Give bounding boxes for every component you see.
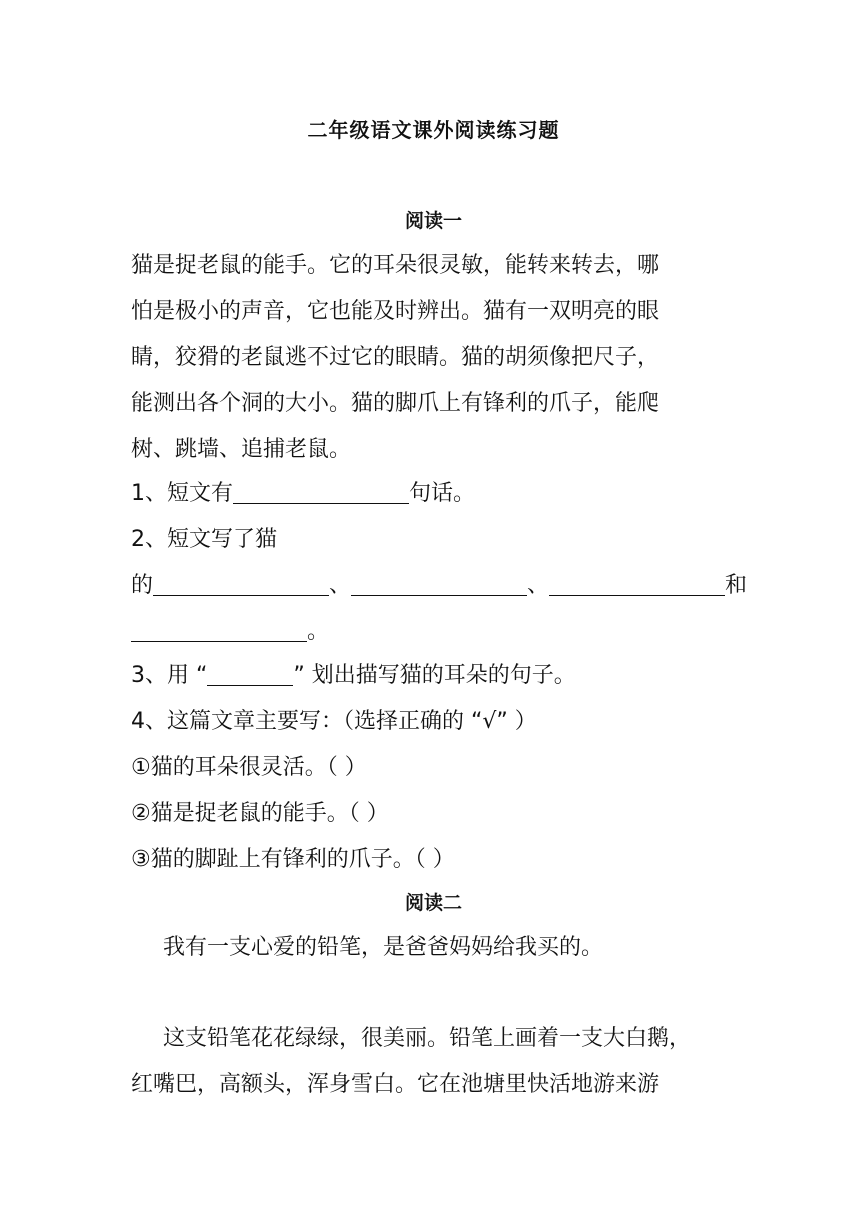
- answer-blank[interactable]: [153, 573, 329, 596]
- question-two-and: 和: [725, 573, 748, 598]
- question-two-blanks: [131, 571, 748, 601]
- passage-line: 树、跳墙、追捕老鼠。: [131, 437, 352, 462]
- question-one-prefix: 1、短文有: [131, 481, 233, 506]
- passage-line: 睛，狡猾的老鼠逃不过它的眼睛。猫的胡须像把尺子，: [131, 345, 660, 370]
- underline-sample: [207, 663, 293, 686]
- answer-blank[interactable]: [131, 619, 307, 642]
- question-three-prefix: 3、用 “: [131, 663, 208, 688]
- question-two-de: 的: [131, 573, 154, 598]
- separator: 、: [527, 573, 550, 598]
- option-one[interactable]: ①猫的耳朵很灵活。（ ）: [131, 755, 367, 780]
- answer-blank[interactable]: [233, 481, 409, 504]
- question-three: [131, 661, 741, 691]
- option-two[interactable]: ②猫是捉老鼠的能手。（ ）: [131, 801, 389, 826]
- answer-blank[interactable]: [351, 573, 527, 596]
- reading-two-paragraph-two-line-one: 这支铅笔花花绿绿，很美丽。铅笔上画着一支大白鹅，: [163, 1026, 692, 1051]
- answer-blank[interactable]: [549, 573, 725, 596]
- passage-line: 能测出各个洞的大小。猫的脚爪上有锋利的爪子，能爬: [131, 391, 660, 416]
- question-two-last-blank: [131, 617, 741, 647]
- question-four: 4、这篇文章主要写：（选择正确的 “√” ）: [131, 709, 537, 734]
- question-two-end: 。: [307, 619, 330, 644]
- separator: 、: [329, 573, 352, 598]
- passage-line: 怕是极小的声音，它也能及时辨出。猫有一双明亮的眼: [131, 299, 660, 324]
- question-three-suffix: ” 划出描写猫的耳朵的句子。: [293, 663, 576, 688]
- question-two: 2、短文写了猫: [131, 527, 277, 552]
- reading-two-paragraph-one: 我有一支心爱的铅笔，是爸爸妈妈给我买的。: [163, 935, 604, 960]
- passage-line: 猫是捉老鼠的能手。它的耳朵很灵敏，能转来转去，哪: [131, 253, 660, 278]
- page-title: 二年级语文课外阅读练习题: [307, 118, 560, 142]
- reading-two-heading: 阅读二: [404, 892, 462, 914]
- question-one: [131, 479, 741, 509]
- option-three[interactable]: ③猫的脚趾上有锋利的爪子。（ ）: [131, 847, 455, 872]
- reading-two-paragraph-two-line-two: 红嘴巴，高额头，浑身雪白。它在池塘里快活地游来游: [131, 1072, 660, 1097]
- reading-one-heading: 阅读一: [404, 210, 462, 232]
- question-one-suffix: 句话。: [409, 481, 476, 506]
